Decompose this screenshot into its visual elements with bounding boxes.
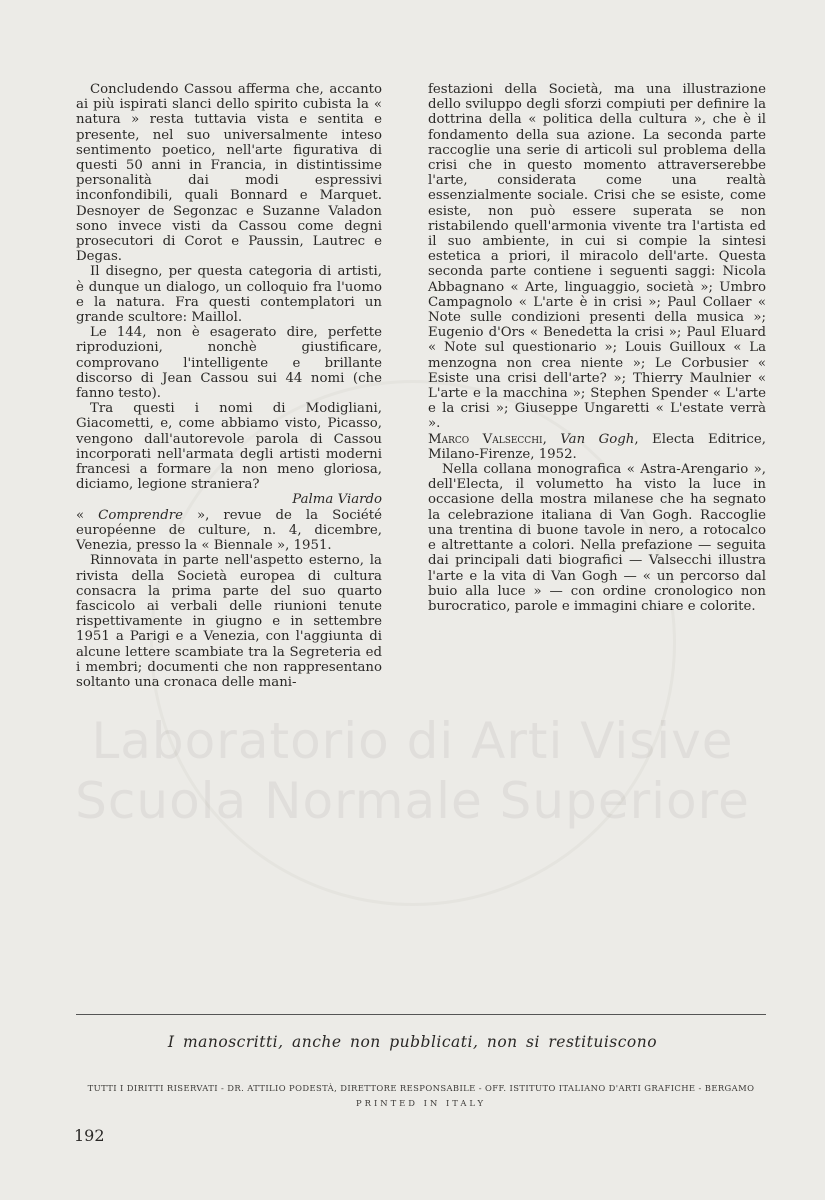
watermark-line-2: Scuola Normale Superiore	[75, 772, 750, 830]
right-column	[428, 82, 766, 614]
watermark-line-1: Laboratorio di Arti Visive	[91, 712, 734, 770]
book-review-body: Nella collana monografica « Astra-Arengario », dell'Electa, il volumetto ha visto la luce in occasione della mostra milanese che ha segnato la celebrazione italiana di Van Gogh. Raccoglie una trentina di buone tavole in nero, a rotocalco e altrettante a colori. Nella prefazione — seguita dai principali dati biografici — Valsecchi illustra l'arte e la vita di Van Gogh — « un percorso dal buio alla luce » — con ordine cronologico non burocratico, parole e immagini chiare e colorite.	[428, 462, 766, 614]
footer-divider	[76, 1014, 766, 1015]
review-body: Rinnovata in parte nell'aspetto esterno, la rivista della Società europea di cultura consacra la prima parte del suo quarto fascicolo ai verbali delle riunioni tenute rispettivamente in giugno e in settembre 1951 a Parigi e a Venezia, con l'aggiunta di alcune lettere scambiate tra la Segreteria ed i membri; documenti che non rappresentano soltanto una cronaca delle mani-	[76, 553, 382, 690]
paragraph: Il disegno, per questa categoria di artisti, è dunque un dialogo, un colloquio fra l'uomo e la natura. Fra questi contemplatori un grande scultore: Maillol.	[76, 264, 382, 326]
printed-notice: PRINTED IN ITALY	[356, 1098, 486, 1108]
paragraph: Le 144, non è esagerato dire, perfette riproduzioni, nonchè giustificare, comprovano l'intelligente e brillante discorso di Jean Cassou sui 44 nomi (che fanno testo).	[76, 325, 382, 402]
book-details: , Electa Editrice, Milano-Firenze, 1952.	[428, 431, 766, 462]
review-heading: « Comprendre », revue de la Société européenne de culture, n. 4, dicembre, Venezia, presso la « Biennale », 1951.	[76, 507, 382, 554]
page-number: 192	[74, 1126, 105, 1145]
paragraph: Concludendo Cassou afferma che, accanto ai più ispirati slanci dello spirito cubista la « natura » resta tuttavia vista e sentita e presente, nel suo universalmente inteso sentimento poetico, nell'arte figurativa di questi 50 anni in Francia, in distintissime personalità dai modi espressivi inconfondibili, quali Bonnard e Marquet. Desnoyer de Segonzac e Suzanne Valadon sono invece visti da Cassou come degni prosecutori di Corot e Paussin, Lautrec e Degas.	[76, 82, 382, 265]
review-continuation: festazioni della Società, ma una illustrazione dello sviluppo degli sforzi compiuti per definire la dottrina della « politica della cultura », che è il fondamento della sua azione. La seconda parte raccoglie una serie di articoli sul problema della crisi che in questo momento attraverserebbe l'arte, considerata come una realtà essenzialmente sociale. Crisi che se esiste, come esiste, non può essere superata se non ristabilendo quell'armonia vivente tra l'artista ed il suo ambiente, in cui si compie la sintesi estetica a priori, il miracolo dell'arte. Questa seconda parte contiene i seguenti saggi: Nicola Abbagnano « Arte, linguaggio, società »; Umbro Campagnolo « L'arte è in crisi »; Paul Collaer « Note sulle condizioni presenti della musica »; Eugenio d'Ors « Benedetta la crisi »; Paul Eluard « Note sul questionario »; Louis Guilloux « La menzogna non crea niente »; Le Corbusier « Esiste una crisi dell'arte? »; Thierry Maulnier « L'arte e la macchina »; Stephen Spender « L'arte e la crisi »; Giuseppe Ungaretti « L'estate verrà ».	[428, 82, 766, 432]
rights-notice: TUTTI I DIRITTI RISERVATI - DR. ATTILIO PODESTÀ, DIRETTORE RESPONSABILE - OFF. ISTITUTO ITALIANO D'ARTI GRAFICHE - BERGAMO	[87, 1083, 755, 1093]
review-details: », revue de la Société européenne de culture, n. 4, dicembre, Venezia, presso la « Biennale », 1951.	[76, 507, 382, 554]
review-title: Comprendre	[98, 507, 183, 523]
book-heading	[428, 432, 766, 462]
book-author: Marco Valsecchi,	[428, 431, 547, 447]
author-signature: Palma Viardo	[292, 492, 382, 508]
manuscript-disclaimer: I manoscritti, anche non pubblicati, non si restituiscono	[167, 1033, 658, 1051]
left-column	[76, 82, 382, 690]
book-title: Van Gogh	[560, 431, 635, 447]
paragraph: Tra questi i nomi di Modigliani, Giacometti, e, come abbiamo visto, Picasso, vengono dall'autorevole parola di Cassou incorporati nell'armata degli artisti moderni francesi a formare la non meno gloriosa, diciamo, legione straniera?	[76, 401, 382, 493]
